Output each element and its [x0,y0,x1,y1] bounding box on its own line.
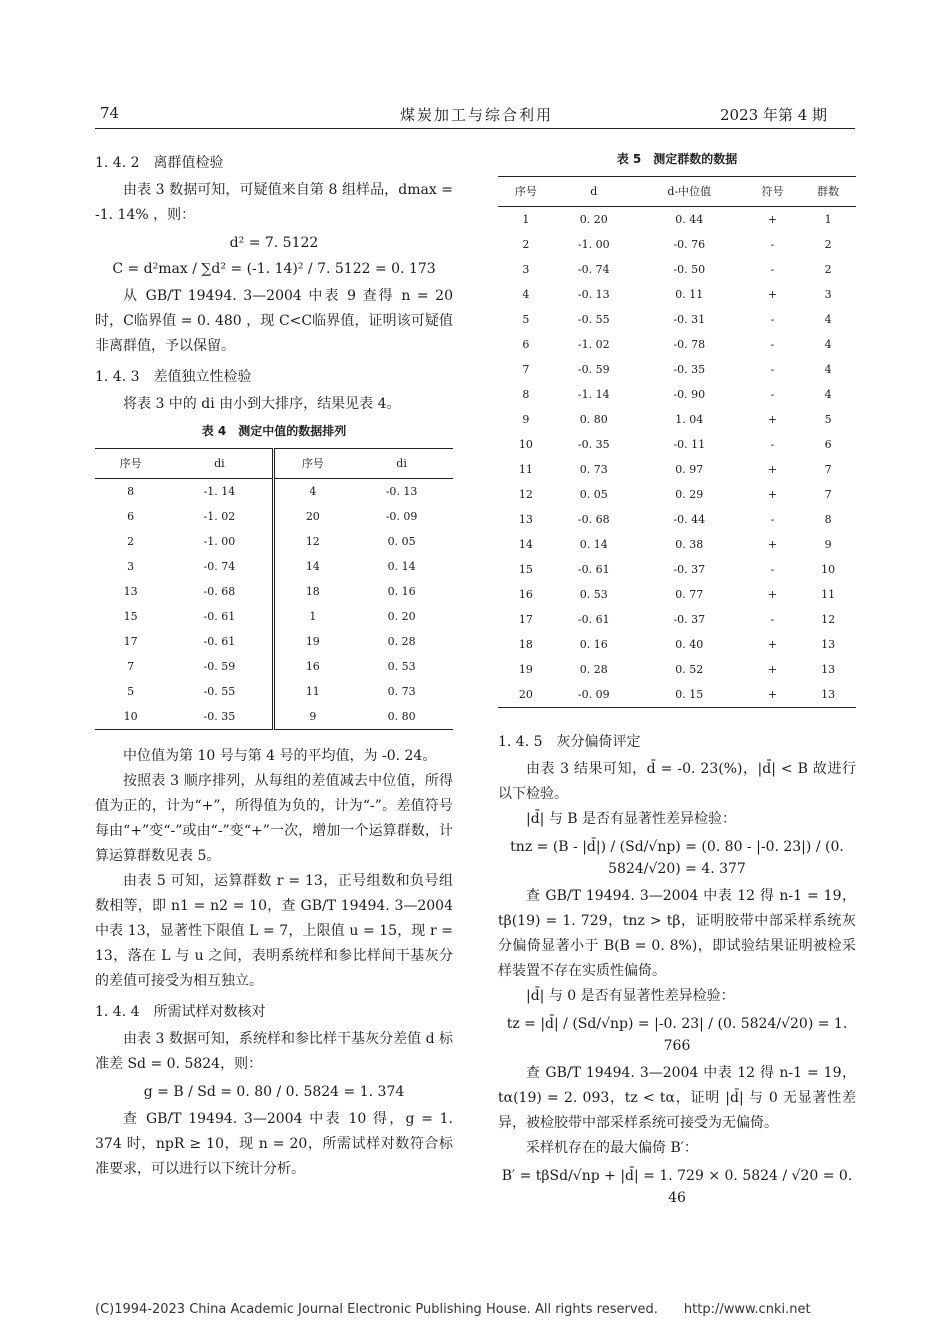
table-cell: 13 [821,663,836,676]
table-row [95,604,453,629]
table-cell: + [767,638,778,651]
table-cell: - [770,338,775,351]
table-header: 序号 [274,449,350,479]
table-cell: 7 [127,660,135,673]
table-cell: 10 [518,438,533,451]
table-cell: 8 [824,513,832,526]
table-header: d-中位值 [634,177,745,207]
table-cell: 0. 52 [675,663,704,676]
paragraph: 将表 3 中的 di 由小到大排序，结果见表 4。 [123,396,401,412]
table-cell: + [745,682,801,708]
table-header: di [166,449,274,479]
table-cell: -0. 50 [673,263,706,276]
table-cell: 19 [518,663,533,676]
table-cell: 2 [824,263,832,276]
section-1-4-2-heading: 1. 4. 2 离群值检验 [95,155,224,171]
table-header: 序号 [95,449,166,479]
table-cell: 5 [824,413,832,426]
table-cell: 4 [522,288,530,301]
table-row [498,557,856,582]
table-cell: + [767,488,778,501]
table-row [498,207,856,233]
page-number: 74 [100,104,120,122]
table-cell: 1 [824,213,832,226]
paragraph: 查 GB/T 19494. 3—2004 中表 12 得 n-1 = 19，tα(19) = 2. 093，tz < tα，证明 |d̄| 与 0 无显著性差异，被检胶带中部采样系统可接受为无偏倚。 [498,1065,856,1131]
table-cell: 10 [95,704,166,730]
table-row [95,679,453,704]
paragraph: 中位值为第 10 号与第 4 号的平均值，为 -0. 24。 [123,748,437,764]
table-cell: 4 [309,485,317,498]
table-cell: 4 [824,338,832,351]
table-cell: - [770,613,775,626]
paragraph: |d̄| 与 B 是否有显著性差异检验： [526,811,737,827]
table-cell: -0. 78 [673,338,706,351]
table-cell: 0. 80 [579,413,608,426]
table-cell: -0. 55 [166,679,274,704]
table-cell: 0. 40 [675,638,704,651]
table-cell: 16 [305,660,320,673]
paragraph: 采样机存在的最大偏倚 B′： [526,1140,698,1156]
table-row [498,532,856,557]
table-cell: 0. 11 [675,288,704,301]
table-cell: -0. 13 [577,288,610,301]
table-cell: -0. 74 [577,263,610,276]
table-header: 序号 [498,177,554,207]
table-cell: + [767,213,778,226]
table-cell: - [770,313,775,326]
table-row [95,704,453,730]
paragraph: 由表 3 数据可知，系统样和参比样干基灰分差值 d 标准差 Sd = 0. 5824，则： [95,1031,453,1072]
table-cell: 2 [127,535,135,548]
paragraph: 由表 5 可知，运算群数 r = 13，正号组数和负号组数相等，即 n1 = n2 = 10，查 GB/T 19494. 3—2004 中表 13，显著性下限值 L = 7，上限值 u = 15，现 r = 13，落在 L 与 u 之间，表明系统样和参比样间干基灰分的差值可接受为相互独立。 [95,873,453,989]
table-cell: 1. 04 [675,413,704,426]
paragraph: 从 GB/T 19494. 3—2004 中表 9 查得 n = 20 时，C临界值 = 0. 480 ，现 C<C临界值，证明该可疑值非离群值，予以保留。 [95,288,453,354]
table-cell: -0. 61 [577,613,610,626]
table-cell: -0. 31 [673,313,706,326]
table-cell: -0. 90 [673,388,706,401]
table-cell: 18 [305,585,320,598]
table-row [95,629,453,654]
table-cell: 19 [305,635,320,648]
table-row [498,632,856,657]
table-cell: + [767,463,778,476]
table-5-caption: 表 5 测定群数的数据 [616,152,738,166]
table-cell: 9 [522,413,530,426]
table-cell: 16 [518,588,533,601]
table-cell: 11 [821,588,836,601]
section-1-4-5-heading: 1. 4. 5 灰分偏倚评定 [498,734,641,750]
table-cell: 20 [305,510,320,523]
table-cell: 0. 77 [675,588,704,601]
table-row [498,257,856,282]
table-cell: 12 [305,535,320,548]
table-cell: 14 [305,560,320,573]
table-cell: 0. 29 [675,488,704,501]
table-row [498,507,856,532]
table-cell: 0. 73 [579,463,608,476]
table-cell: 3 [127,560,135,573]
table-cell: -0. 61 [577,563,610,576]
table-cell: 15 [518,563,533,576]
table-cell: - [770,363,775,376]
table-header: d [554,177,634,207]
table-cell: 4 [824,313,832,326]
table-cell: 20 [498,682,554,708]
table-cell: -0. 35 [673,363,706,376]
table-cell: - [770,563,775,576]
table-cell: 0. 20 [579,213,608,226]
table-5 [498,176,856,708]
table-header: 符号 [745,177,801,207]
table-row [498,582,856,607]
table-cell: -0. 13 [385,485,418,498]
table-cell: 7 [824,488,832,501]
table-cell: -1. 14 [577,388,610,401]
table-cell: + [767,288,778,301]
table-cell: - [770,263,775,276]
table-cell: 0. 53 [387,660,416,673]
table-row [498,607,856,632]
table-cell: -0. 09 [554,682,634,708]
table-cell: 11 [305,685,320,698]
table-cell: 14 [518,538,533,551]
table-row [95,654,453,679]
table-cell: 17 [518,613,533,626]
table-cell: -0. 44 [673,513,706,526]
table-cell: 0. 16 [579,638,608,651]
table-cell: 17 [123,635,138,648]
table-cell: 0. 44 [675,213,704,226]
copyright-footer: (C)1994-2023 China Academic Journal Electronic Publishing House. All rights reserved. http://www.cnki.net [95,1302,811,1317]
table-cell: 0. 05 [579,488,608,501]
table-cell: 12 [518,488,533,501]
issue-label: 2023 年第 4 期 [720,106,828,124]
paragraph: 按照表 3 顺序排列，从每组的差值减去中位值，所得值为正的，计为“+”，所得值为负的，计为“-”。差值符号每由“+”变“-”或由“-”变“+”一次，增加一个运算群数，计算运算群数见表 5。 [95,773,453,864]
table-row [498,357,856,382]
table-cell: -0. 37 [673,563,706,576]
equation: tnz = (B - |d̄|) / (Sd/√np) = (0. 80 - |-0. 23|) / (0. 5824/√20) = 4. 377 [510,839,844,877]
table-cell: -1. 02 [577,338,610,351]
journal-title: 煤炭加工与综合利用 [400,106,554,124]
table-row [95,504,453,529]
table-row [498,482,856,507]
table-cell: 11 [518,463,533,476]
table-cell: -0. 35 [577,438,610,451]
paragraph: 由表 3 结果可知，d̄ = -0. 23(%)，|d̄| < B 故进行以下检验。 [498,761,856,802]
table-cell: 13 [821,638,836,651]
table-row [95,579,453,604]
header-rule [95,128,855,129]
table-row [498,457,856,482]
table-cell: 3 [824,288,832,301]
equation: g = B / Sd = 0. 80 / 0. 5824 = 1. 374 [143,1084,405,1100]
table-row [498,307,856,332]
table-cell: - [770,238,775,251]
table-cell: -1. 14 [166,479,274,505]
table-cell: 0. 97 [675,463,704,476]
table-header: di [350,449,453,479]
table-cell: 0. 14 [387,560,416,573]
table-cell: 15 [123,610,138,623]
paragraph: |d̄| 与 0 是否有显著性差异检验： [526,988,735,1004]
table-cell: 0. 16 [387,585,416,598]
table-cell: + [767,588,778,601]
table-cell: 0. 80 [350,704,453,730]
equation: C = d²max / ∑d² = (-1. 14)² / 7. 5122 = 0. 173 [112,261,436,277]
table-cell: 6 [824,438,832,451]
table-cell: -0. 35 [166,704,274,730]
table-cell: 0. 28 [579,663,608,676]
table-cell: 0. 53 [579,588,608,601]
table-row [95,479,453,505]
equation: d² = 7. 5122 [229,235,319,251]
table-cell: -1. 00 [166,529,274,554]
table-row [498,432,856,457]
table-cell: 0. 28 [387,635,416,648]
equation: tz = |d̄| / (Sd/√np) = |-0. 23| / (0. 5824/√20) = 1. 766 [506,1016,848,1054]
table-cell: 1 [309,610,317,623]
table-cell: 7 [522,363,530,376]
table-cell: + [767,538,778,551]
table-cell: 18 [518,638,533,651]
table-row [498,407,856,432]
table-row [498,682,856,708]
table-cell: -0. 61 [166,604,274,629]
table-cell: 0. 15 [634,682,745,708]
table-4 [95,448,453,730]
table-cell: 13 [518,513,533,526]
equation: B′ = tβSd/√np + |d̄| = 1. 729 × 0. 5824 / √20 = 0. 46 [501,1168,853,1206]
table-cell: -0. 59 [577,363,610,376]
table-cell: -1. 00 [577,238,610,251]
section-1-4-3-heading: 1. 4. 3 差值独立性检验 [95,369,252,385]
table-row [498,382,856,407]
table-cell: 12 [821,613,836,626]
table-row [498,282,856,307]
table-cell: 13 [123,585,138,598]
table-cell: 9 [824,538,832,551]
table-cell: 6 [127,510,135,523]
table-cell: 0. 73 [387,685,416,698]
right-column [498,145,856,1213]
table-header: 群数 [800,177,856,207]
table-cell: 4 [824,388,832,401]
table-cell: 0. 14 [579,538,608,551]
section-1-4-4-heading: 1. 4. 4 所需试样对数核对 [95,1004,266,1020]
table-cell: 10 [821,563,836,576]
table-cell: 8 [522,388,530,401]
table-cell: + [767,663,778,676]
table-cell: -0. 59 [166,654,274,679]
left-column [95,145,453,1182]
table-cell: - [770,513,775,526]
table-cell: -0. 68 [577,513,610,526]
table-cell: -0. 74 [166,554,274,579]
table-cell: 6 [522,338,530,351]
paragraph: 查 GB/T 19494. 3—2004 中表 12 得 n-1 = 19，tβ(19) = 1. 729，tnz > tβ，证明胶带中部采样系统灰分偏倚显著小于 B(B = 0. 8%)，即试验结果证明被检采样装置不存在实质性偏倚。 [498,888,856,979]
table-cell: + [767,413,778,426]
table-cell: -1. 02 [166,504,274,529]
table-row [498,332,856,357]
table-cell: 0. 05 [387,535,416,548]
table-cell: -0. 09 [385,510,418,523]
table-cell: -0. 11 [673,438,706,451]
table-cell: 9 [274,704,350,730]
table-cell: - [770,388,775,401]
table-cell: 13 [800,682,856,708]
table-row [498,657,856,682]
table-4-caption: 表 4 测定中值的数据排列 [201,424,347,438]
table-cell: 7 [824,463,832,476]
table-row [95,554,453,579]
paragraph: 由表 3 数据可知，可疑值来自第 8 组样品，dmax = -1. 14% ，则： [95,182,453,223]
table-cell: - [770,438,775,451]
table-cell: 0. 38 [675,538,704,551]
table-cell: 3 [522,263,530,276]
table-cell: 0. 20 [387,610,416,623]
table-cell: -0. 37 [673,613,706,626]
table-cell: -0. 61 [166,629,274,654]
table-row [498,232,856,257]
table-row [95,529,453,554]
table-cell: 1 [522,213,530,226]
table-cell: 5 [522,313,530,326]
table-cell: -0. 55 [577,313,610,326]
table-cell: 5 [127,685,135,698]
table-cell: 4 [824,363,832,376]
table-cell: 2 [522,238,530,251]
table-cell: 2 [824,238,832,251]
table-cell: -0. 68 [166,579,274,604]
table-cell: -0. 76 [673,238,706,251]
table-cell: 8 [127,485,135,498]
paragraph: 查 GB/T 19494. 3—2004 中表 10 得，g = 1. 374 时，npR ≥ 10，现 n = 20，所需试样对数符合标准要求，可以进行以下统计分析。 [95,1111,453,1177]
